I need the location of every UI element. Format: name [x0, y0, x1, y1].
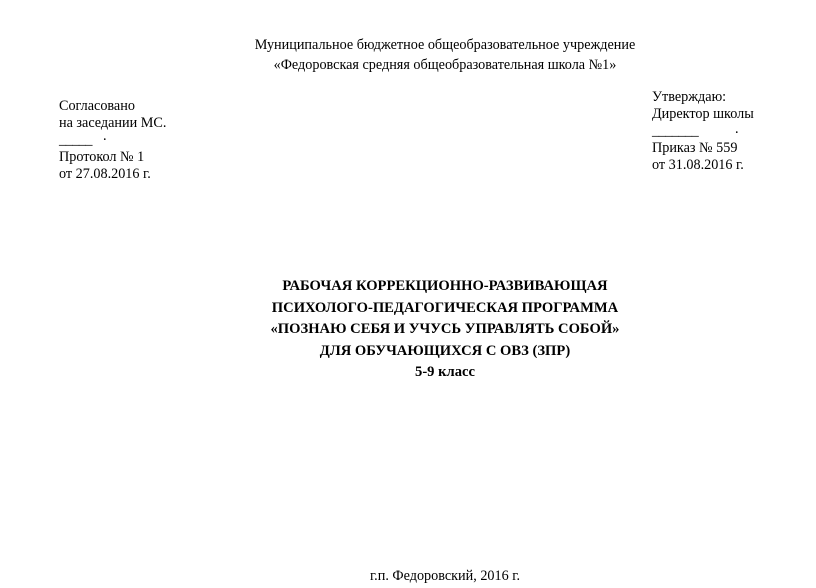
agreement-block [59, 98, 166, 183]
title-line4: ДЛЯ ОБУЧАЮЩИХСЯ С ОВЗ (ЗПР) [319, 342, 571, 359]
title-line2: ПСИХОЛОГО-ПЕДАГОГИЧЕСКАЯ ПРОГРАММА [271, 299, 619, 316]
institution-name-line2: «Федоровская средняя общеобразовательная школа №1» [273, 57, 617, 73]
approval-signature-blank [652, 123, 754, 140]
approval-order: Приказ № 559 [652, 140, 738, 156]
approval-block [652, 89, 754, 174]
signature-underline: _______ [652, 123, 699, 139]
title-line3: «ПОЗНАЮ СЕБЯ И УЧУСЬ УПРАВЛЯТЬ СОБОЙ» [270, 321, 620, 337]
title-line1: РАБОЧАЯ КОРРЕКЦИОННО-РАЗВИВАЮЩАЯ [282, 278, 608, 294]
approval-heading: Утверждаю: [652, 89, 727, 105]
signature-dot: . [735, 121, 739, 137]
approval-date: от 31.08.2016 г. [652, 157, 744, 173]
institution-name-line1: Муниципальное бюджетное общеобразовательное учреждение [254, 37, 636, 53]
program-title [45, 276, 816, 384]
agreement-protocol: Протокол № 1 [59, 149, 145, 165]
agreement-meeting: на заседании МС. [59, 115, 167, 131]
signature-dot: . [103, 128, 107, 144]
approval-director: Директор школы [652, 106, 754, 122]
agreement-heading: Согласовано [59, 98, 135, 114]
agreement-date: от 27.08.2016 г. [59, 166, 151, 182]
title-grade-range: 5-9 класс [415, 364, 475, 380]
agreement-signature-blank [59, 128, 166, 149]
footer-place-year: г.п. Федоровский, 2016 г. [369, 568, 521, 584]
institution-header [45, 35, 816, 75]
signature-underline: _____ [59, 132, 92, 148]
